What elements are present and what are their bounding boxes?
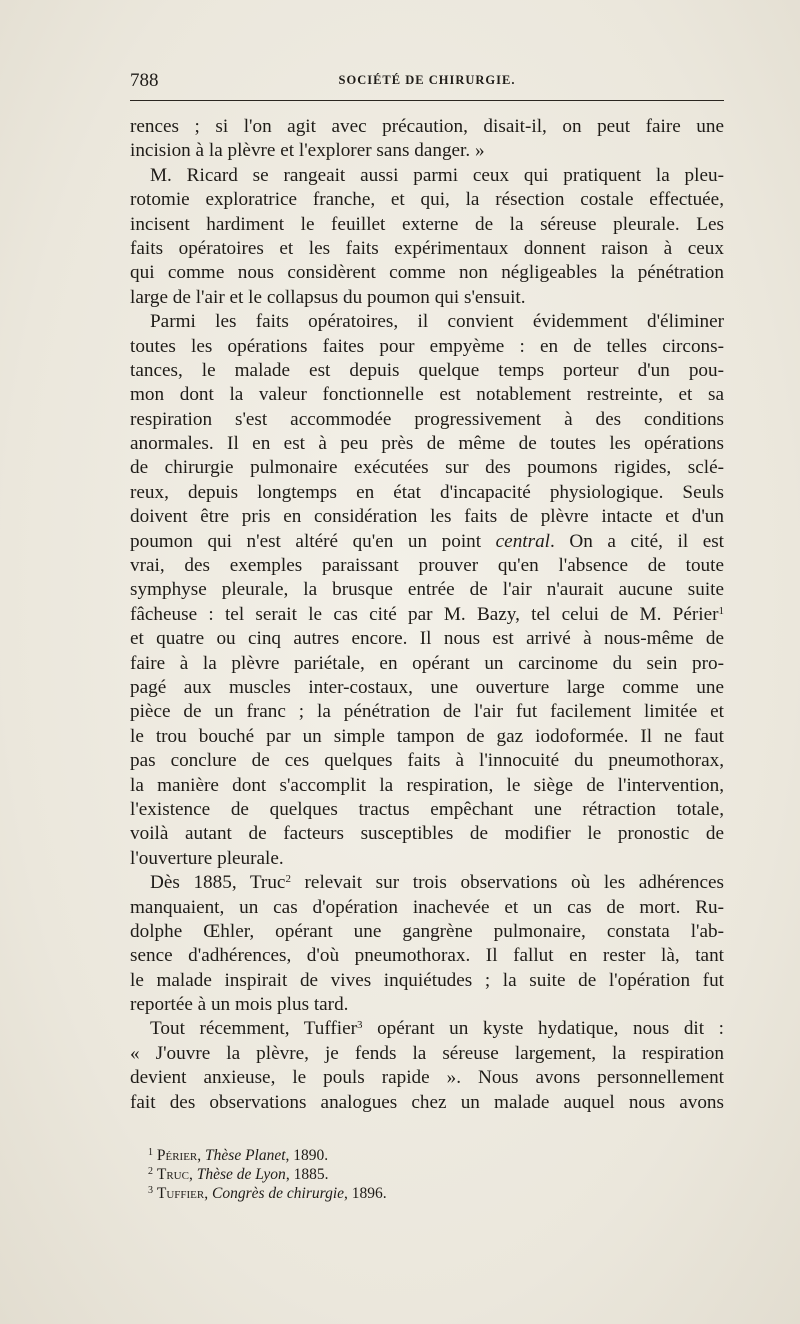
footnote-year: 1890.	[293, 1147, 329, 1164]
header-rule	[130, 100, 724, 101]
text-line	[130, 871, 724, 895]
text-segment: . On a cité, il est	[550, 530, 725, 552]
text-line: rences ; si l'on agit avec précaution, disait-il, on peut faire une	[130, 116, 724, 137]
text-line: l'ouverture pleurale.	[130, 847, 284, 869]
text-line: sence d'adhérences, d'où pneumothorax. Il fallut en rester là, tant	[130, 945, 724, 967]
text-line: la manière dont s'accomplit la respiration, le siège de l'intervention,	[130, 774, 724, 796]
text-line: tances, le malade est depuis quelque temps porteur d'un pou-	[130, 359, 724, 381]
text-line: devient anxieuse, le pouls rapide ». Nous avons personnellement	[130, 1067, 724, 1089]
page-header	[130, 70, 724, 94]
text-line	[130, 603, 724, 627]
text-line: incisent hardiment le feuillet externe de la séreuse pleurale. Les	[130, 213, 724, 235]
footnote-title: Congrès de chirurgie	[212, 1185, 345, 1202]
text-line: symphyse pleurale, la brusque entrée de l'air n'aurait aucune suite	[130, 579, 724, 601]
text-line: pièce de un franc ; la pénétration de l'air fut facilement limitée et	[130, 701, 724, 723]
text-line: pas conclure de ces quelques faits à l'innocuité du pneumothorax,	[130, 750, 724, 772]
page-number: 788	[130, 70, 159, 91]
footnote-author: Tuffier	[156, 1185, 205, 1202]
text-line: fait des observations analogues chez un malade auquel nous avons	[130, 1091, 724, 1113]
footnote-author: Périer	[156, 1147, 198, 1164]
footnote-mark: 1	[148, 1147, 153, 1158]
text-line: reux, depuis longtemps en état d'incapacité physiologique. Seuls	[130, 481, 724, 503]
text-line: large de l'air et le collapsus du poumon qui s'ensuit.	[130, 286, 526, 308]
text-line: faire à la plèvre pariétale, en opérant un carcinome du sein pro-	[130, 652, 724, 674]
footnote-title: Thèse de Lyon	[196, 1166, 286, 1183]
text-line: faits opératoires et les faits expérimentaux donnent raison à ceux	[130, 237, 724, 259]
text-segment: opérant un kyste hydatique, nous dit :	[362, 1018, 724, 1040]
body-text	[130, 115, 724, 1115]
footnote: $^2$ Truc, Thèse de Lyon, 1885.	[148, 1166, 329, 1183]
text-line: Parmi les faits opératoires, il convient évidemment d'éliminer	[150, 311, 724, 333]
text-line: pagé aux muscles inter-costaux, une ouverture large comme une	[130, 676, 724, 698]
footnotes	[148, 1146, 708, 1203]
footnote-title: Thèse Planet	[205, 1147, 286, 1164]
text-line: doivent être pris en considération les faits de plèvre intacte et d'un	[130, 506, 724, 528]
footnote-ref: 1	[718, 604, 724, 617]
text-line	[130, 1017, 724, 1041]
text-line: dolphe Œhler, opérant une gangrène pulmonaire, constata l'ab-	[130, 920, 724, 942]
text-line: et quatre ou cinq autres encore. Il nous est arrivé à nous-même de	[130, 628, 724, 650]
text-line: « J'ouvre la plèvre, je fends la séreuse largement, la respiration	[130, 1042, 724, 1064]
footnote-author: Truc	[156, 1166, 189, 1183]
text-line: incision à la plèvre et l'explorer sans danger. »	[130, 140, 485, 162]
text-segment: relevait sur trois observations où les adhérences	[290, 872, 724, 894]
text-line: qui comme nous considèrent comme non négligeables la pénétration	[130, 262, 724, 284]
footnote-year: 1896.	[351, 1185, 387, 1202]
text-line: manquaient, un cas d'opération inachevée et un cas de mort. Ru-	[130, 896, 724, 918]
text-line: toutes les opérations faites pour empyème : en de telles circons-	[130, 335, 724, 357]
text-line: M. Ricard se rangeait aussi parmi ceux qui pratiquent la pleu-	[150, 164, 724, 186]
footnote-ref: 3	[357, 1019, 363, 1032]
text-segment: fâcheuse : tel serait le cas cité par M. Bazy, tel celui de M. Périer	[130, 603, 719, 625]
text-line: anormales. Il en est à peu près de même de toutes les opérations	[130, 433, 724, 455]
text-line: de chirurgie pulmonaire exécutées sur des poumons rigides, sclé-	[130, 457, 724, 479]
text-line: rotomie exploratrice franche, et qui, la résection costale effectuée,	[130, 189, 724, 211]
text-line	[130, 530, 724, 554]
footnote: $^3$ Tuffier, Congrès de chirurgie, 1896.	[148, 1185, 387, 1202]
text-segment: poumon qui n'est altéré qu'en un point	[130, 530, 482, 552]
text-line: reportée à un mois plus tard.	[130, 994, 349, 1016]
footnote-mark: 3	[148, 1185, 153, 1196]
footnote: $^1$ Périer, Thèse Planet, 1890.	[148, 1147, 329, 1164]
text-line: le malade inspirait de vives inquiétudes ; la suite de l'opération fut	[130, 969, 724, 991]
footnote-ref: 2	[285, 873, 291, 886]
text-line: le trou bouché par un simple tampon de gaz iodoformée. Il ne faut	[130, 725, 724, 747]
text-segment: Dès 1885, Truc	[150, 872, 286, 894]
italic-word: central	[495, 530, 551, 552]
text-line: mon dont la valeur fonctionnelle est notablement restreinte, et sa	[130, 384, 724, 406]
footnote-mark: 2	[148, 1166, 153, 1177]
text-line: respiration s'est accommodée progressivement à des conditions	[130, 408, 724, 430]
text-segment: Tout récemment, Tuffier	[150, 1018, 358, 1040]
text-line: voilà autant de facteurs susceptibles de modifier le pronostic de	[130, 823, 724, 845]
footnote-year: 1885.	[293, 1166, 329, 1183]
text-line: vrai, des exemples paraissant prouver qu'en l'absence de toute	[130, 555, 724, 577]
running-title: SOCIÉTÉ DE CHIRURGIE.	[338, 73, 516, 87]
text-line: l'existence de quelques tractus empêchant une rétraction totale,	[130, 798, 724, 820]
